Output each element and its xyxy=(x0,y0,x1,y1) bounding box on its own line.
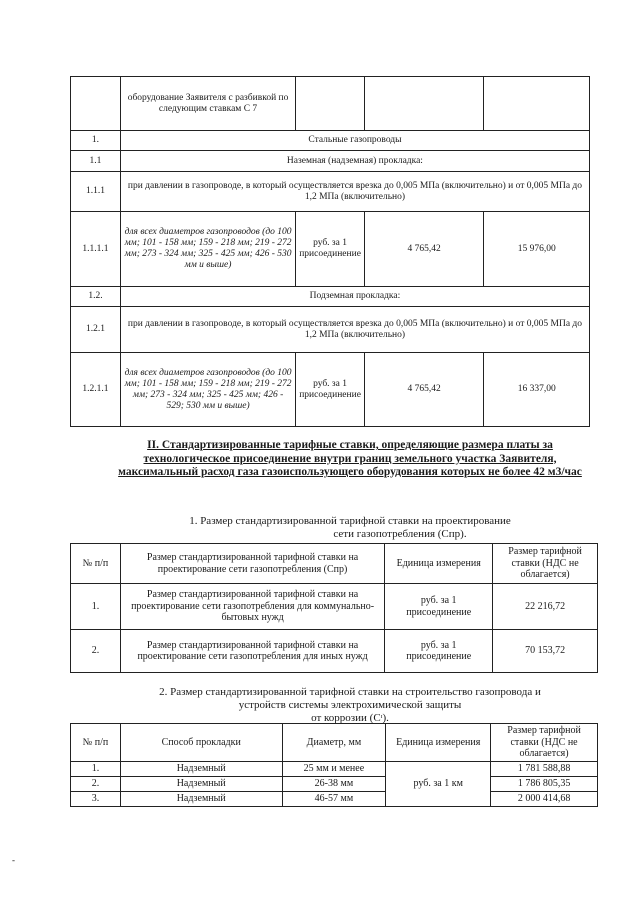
table-header-row xyxy=(71,724,598,762)
table-row xyxy=(71,792,598,807)
row-number: 1. xyxy=(71,584,121,630)
row-number: 1. xyxy=(71,762,121,777)
table-row xyxy=(71,131,590,151)
table-row xyxy=(71,212,590,287)
column-header: Единица измерения xyxy=(386,724,491,762)
table-row xyxy=(71,287,590,307)
row-diameter: 46-57 мм xyxy=(282,792,386,807)
row-number: 1.1.1.1 xyxy=(71,212,121,287)
row-number: 2. xyxy=(71,777,121,792)
subheading-line: сети газопотребления (Спр). xyxy=(333,528,467,540)
row-heading: Стальные газопроводы xyxy=(120,131,589,151)
table-row xyxy=(71,584,598,630)
row-value: 1 781 588,88 xyxy=(491,762,598,777)
row-heading: при давлении в газопроводе, в который осуществляется врезка до 0,005 МПа (включительно) и от 0,005 МПа до 1,2 МПа (включительно) xyxy=(120,172,589,212)
row-number: 2. xyxy=(71,630,121,673)
row-description: Размер стандартизированной тарифной ставки на проектирование сети газопотребления для коммунально-бытовых нужд xyxy=(120,584,384,630)
tariff-table-steel-pipelines xyxy=(70,76,590,427)
column-header: Способ прокладки xyxy=(120,724,282,762)
table-row xyxy=(71,353,590,427)
subheading-line: от коррозии (Сᶦ). xyxy=(311,712,389,724)
row-heading: Подземная прокладка: xyxy=(120,287,589,307)
column-header: № п/п xyxy=(71,724,121,762)
table-row xyxy=(71,777,598,792)
row-number: 1. xyxy=(71,131,121,151)
subheading-line: 2. Размер стандартизированной тарифной ставки на строительство газопровода и xyxy=(159,686,541,698)
subheading-line: устройств системы электрохимической защиты xyxy=(238,699,462,711)
row-value: 4 765,42 xyxy=(364,353,483,427)
row-unit: руб. за 1 присоединение xyxy=(296,212,365,287)
table-row xyxy=(71,151,590,172)
row-number: 1.1 xyxy=(71,151,121,172)
column-header: Размер стандартизированной тарифной ставки на проектирование сети газопотребления (Спр) xyxy=(120,544,384,584)
row-description: оборудование Заявителя с разбивкой по следующим ставкам С 7 xyxy=(120,77,295,131)
row-value: 16 337,00 xyxy=(484,353,590,427)
section-title: II. Стандартизированные тарифные ставки, определяющие размера платы за технологическое присоединение внутри границ земельного участка Заявителя, максимальный расход газа газоиспользующего оборудования которых не более 42 м3/час xyxy=(118,439,582,478)
table-row xyxy=(71,77,590,131)
row-number: 3. xyxy=(71,792,121,807)
table-header-row xyxy=(71,544,598,584)
row-number: 1.2. xyxy=(71,287,121,307)
column-header: Единица измерения xyxy=(385,544,493,584)
row-value: 2 000 414,68 xyxy=(491,792,598,807)
row-value: 15 976,00 xyxy=(484,212,590,287)
column-header: Размер тарифной ставки (НДС не облагается) xyxy=(491,724,598,762)
row-value: 4 765,42 xyxy=(364,212,483,287)
row-description: для всех диаметров газопроводов (до 100 мм; 101 - 158 мм; 159 - 218 мм; 219 - 272 мм; 273 - 324 мм; 325 - 425 мм; 426 - 529; 530 мм и выше) xyxy=(120,353,295,427)
column-header: Диаметр, мм xyxy=(282,724,386,762)
row-method: Надземный xyxy=(120,762,282,777)
row-number: 1.2.1.1 xyxy=(71,353,121,427)
tariff-table-design xyxy=(70,543,598,673)
row-value: 1 786 805,35 xyxy=(491,777,598,792)
row-heading: при давлении в газопроводе, в который осуществляется врезка до 0,005 МПа (включительно) и от 0,005 МПа до 1,2 МПа (включительно) xyxy=(120,307,589,353)
row-heading: Наземная (надземная) прокладка: xyxy=(120,151,589,172)
row-description: Размер стандартизированной тарифной ставки на проектирование сети газопотребления для иных нужд xyxy=(120,630,384,673)
column-header: Размер тарифной ставки (НДС не облагается) xyxy=(493,544,598,584)
row-diameter: 25 мм и менее xyxy=(282,762,386,777)
subheading-2 xyxy=(110,686,590,725)
row-number: 1.2.1 xyxy=(71,307,121,353)
row-unit: руб. за 1 присоединение xyxy=(385,630,493,673)
row-unit: руб. за 1 присоединение xyxy=(296,353,365,427)
row-value: 22 216,72 xyxy=(493,584,598,630)
row-unit: руб. за 1 присоединение xyxy=(385,584,493,630)
row-value: 70 153,72 xyxy=(493,630,598,673)
table-row xyxy=(71,762,598,777)
tariff-table-construction xyxy=(70,723,598,807)
row-method: Надземный xyxy=(120,777,282,792)
row-description: для всех диаметров газопроводов (до 100 мм; 101 - 158 мм; 159 - 218 мм; 219 - 272 мм; 273 - 324 мм; 325 - 425 мм; 426 - 530 мм и выше) xyxy=(120,212,295,287)
subheading-line: 1. Размер стандартизированной тарифной ставки на проектирование xyxy=(189,515,511,527)
table-row xyxy=(71,172,590,212)
row-number: 1.1.1 xyxy=(71,172,121,212)
column-header: № п/п xyxy=(71,544,121,584)
row-diameter: 26-38 мм xyxy=(282,777,386,792)
scan-mark: - xyxy=(12,855,15,865)
row-method: Надземный xyxy=(120,792,282,807)
table-row xyxy=(71,307,590,353)
row-unit: руб. за 1 км xyxy=(386,762,491,807)
subheading-1 xyxy=(110,515,590,541)
table-row xyxy=(71,630,598,673)
